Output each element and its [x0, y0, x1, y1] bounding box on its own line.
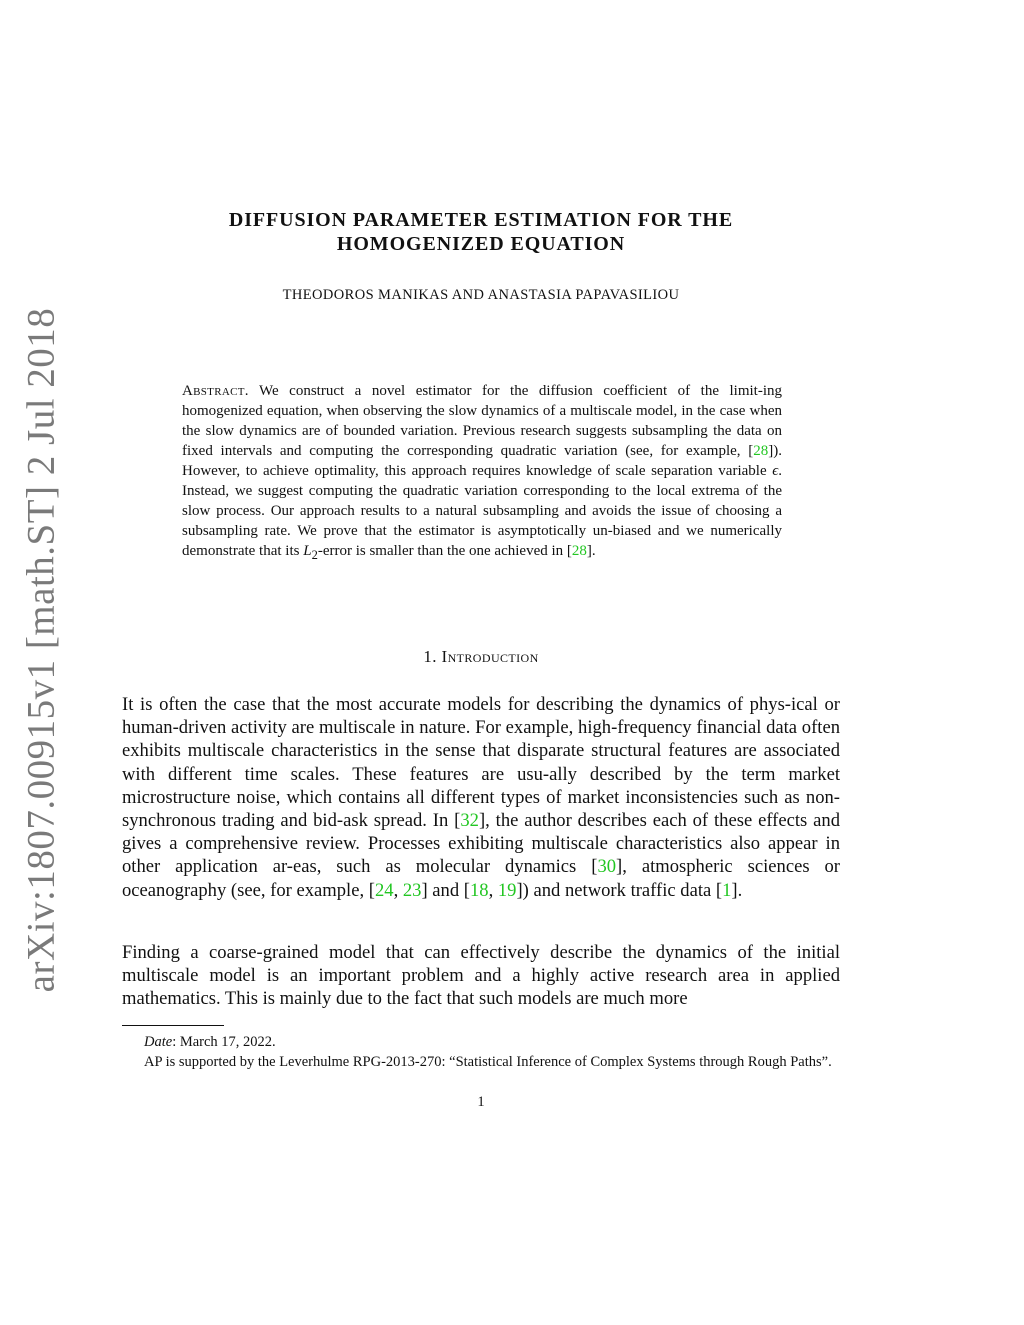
- paragraph-text: ].: [731, 879, 743, 901]
- paragraph-text: ]) and network traffic data [: [516, 879, 723, 901]
- title-line-1: DIFFUSION PARAMETER ESTIMATION FOR THE: [228, 209, 734, 231]
- abstract-text: -error is smaller than the one achieved in [: [317, 543, 572, 559]
- citation-link[interactable]: 24: [374, 879, 394, 901]
- section-title-text: Introduction: [441, 647, 539, 666]
- author-list: THEODOROS MANIKAS AND ANASTASIA PAPAVASILIOU: [282, 287, 680, 303]
- paragraph-text: ] and [: [421, 879, 470, 901]
- intro-paragraph-1: [122, 693, 840, 902]
- abstract-heading: Abstract.: [182, 383, 249, 399]
- paper-title: [150, 208, 812, 256]
- citation-link[interactable]: 28: [571, 543, 587, 559]
- page-number: 1: [477, 1094, 485, 1110]
- paragraph-text: ], atmospheric sciences or oceanography (see, for example, [: [122, 856, 841, 901]
- date-footnote: [122, 1032, 840, 1052]
- abstract-text: We construct a novel estimator for the diffusion coefficient of the limit-ing homogenized equation, when observing the slow dynamics of a multiscale model, in the case when the slow dynamics are of bounded variation. Previous research suggests subsampling the data on fixed intervals and computing the corresponding quadratic variation (see, for example, [: [182, 383, 782, 459]
- abstract: [182, 381, 782, 565]
- footnote-divider: [122, 1025, 224, 1026]
- l2-norm-symbol: L: [303, 543, 312, 559]
- abstract-text: ]). However, to achieve optimality, this approach requires knowledge of scale separation variable: [182, 443, 782, 479]
- citation-link[interactable]: 1: [722, 879, 732, 901]
- arxiv-identifier-stamp: arXiv:1807.00915v1 [math.ST] 2 Jul 2018: [19, 307, 63, 993]
- title-line-2: HOMOGENIZED EQUATION: [336, 233, 626, 255]
- citation-link[interactable]: 32: [460, 810, 479, 832]
- paragraph-text: ,: [393, 879, 403, 901]
- paragraph-text: ,: [488, 879, 498, 901]
- abstract-text: . Instead, we suggest computing the quadratic variation corresponding to the local extrema of the slow process. Our approach results to a natural subsampling and avoids the issue of choosing a subsampling rate. We prove that the estimator is asymptotically un-biased and we numerically demonstrate that its: [182, 463, 782, 559]
- funding-footnote: AP is supported by the Leverhulme RPG-2013-270: “Statistical Inference of Complex Systems through Rough Paths”.: [144, 1054, 832, 1070]
- section-heading: [150, 647, 812, 667]
- intro-paragraph-2: Finding a coarse-grained model that can effectively describe the dynamics of the initial multiscale model is an important problem and a highly active research area in applied mathematics. This is mainly due to the fact that such models are much more: [122, 942, 840, 1010]
- date-value: : March 17, 2022.: [172, 1034, 276, 1050]
- citation-link[interactable]: 19: [497, 879, 517, 901]
- paragraph-text: ], the author describes each of these effects and gives a comprehensive review. Processes exhibiting multiscale characteristics also appear in other application ar-eas, such as molecular dynamics [: [122, 810, 840, 878]
- l2-subscript: 2: [311, 548, 318, 562]
- footnotes: [122, 1032, 840, 1072]
- abstract-text: ].: [586, 543, 596, 559]
- citation-link[interactable]: 28: [753, 443, 769, 459]
- citation-link[interactable]: 23: [402, 879, 422, 901]
- paragraph-text: It is often the case that the most accurate models for describing the dynamics of phys-ical or human-driven activity are multiscale in nature. For example, high-frequency financial data often exhibits multiscale characteristics in the sense that disparate structural features are associated with different time scales. These features are usu-ally described by the term market microstructure noise, which contains all different types of market inconsistencies such as non-synchronous trading and bid-ask spread. In [: [122, 694, 840, 832]
- epsilon-symbol: ϵ: [772, 463, 779, 479]
- citation-link[interactable]: 30: [597, 856, 617, 878]
- citation-link[interactable]: 18: [469, 879, 489, 901]
- section-number: 1.: [423, 647, 437, 666]
- date-label: Date: [144, 1034, 173, 1050]
